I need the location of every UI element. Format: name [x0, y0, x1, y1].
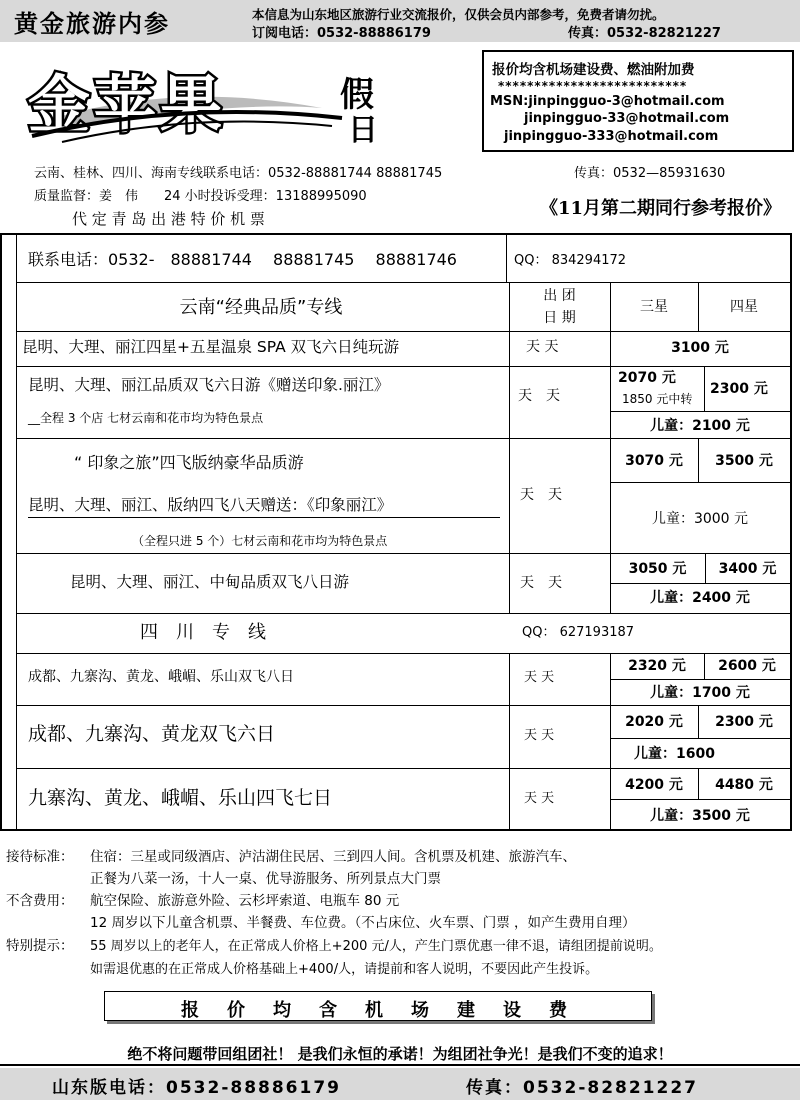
tip-line-2: 如需退优惠的在正常成人价格基础上+400/人，请提前和客人说明，不要因此产生投诉。 — [90, 962, 599, 977]
msn-email-3[interactable]: jinpingguo-333@hotmail.com — [504, 129, 719, 144]
route-4-price-4star: 3400 元 — [718, 561, 777, 577]
sichuan-route-3-date: 天 天 — [524, 791, 555, 806]
sichuan-route-3-price-3star: 4200 元 — [625, 777, 683, 793]
route-4-child-price: 儿童：2400 元 — [650, 590, 750, 606]
route-3-price-3star: 3070 元 — [625, 453, 683, 469]
sichuan-route-2-price-4star: 2300 元 — [715, 714, 773, 730]
col-three-star: 三星 — [640, 299, 668, 315]
col-date-1: 出 团 — [543, 288, 576, 304]
qq-yunnan: QQ： 834294172 — [514, 253, 627, 268]
sichuan-route-3-price-4star: 4480 元 — [715, 777, 773, 793]
sichuan-route-1-date: 天 天 — [524, 670, 555, 685]
ticket-service: 代 定 青 岛 出 港 特 价 机 票 — [72, 210, 265, 228]
col-date-2: 日 期 — [543, 310, 576, 326]
sichuan-route-3-name: 九寨沟、黄龙、峨嵋、乐山四飞七日 — [28, 787, 333, 809]
yunnan-section-title: 云南“经典品质”专线 — [179, 297, 343, 318]
fee-banner-text: 报价均含机场建设费 — [181, 1000, 595, 1021]
route-3-name: 昆明、大理、丽江、版纳四飞八天赠送：《印象丽江》 — [28, 496, 393, 514]
tip-label: 特别提示： — [6, 938, 74, 954]
qq-sichuan: QQ： 627193187 — [522, 625, 635, 640]
svg-text:日: 日 — [348, 113, 378, 148]
hotline: 云南、桂林、四川、海南专线联系电话：0532-88881744 88881745 — [34, 166, 443, 181]
sichuan-route-2-name: 成都、九寨沟、黄龙双飞六日 — [28, 723, 276, 745]
route-2-price-3star: 2070 元 — [618, 370, 676, 386]
route-3-date: 天 天 — [520, 487, 562, 503]
email-contact-box — [482, 50, 794, 152]
excluded-label: 不含费用： — [6, 893, 74, 909]
subscribe-phone: 订阅电话：0532-88886179 — [252, 26, 431, 41]
sichuan-route-1-price-3star: 2320 元 — [628, 658, 686, 674]
star-divider: ************************** — [498, 79, 688, 93]
col-four-star: 四星 — [730, 299, 758, 315]
sichuan-section-title: 四 川 专 线 — [140, 622, 266, 643]
route-2-note: __全程 3 个店 七材云南和花市均为特色景点 — [28, 411, 264, 425]
price-table — [0, 233, 792, 831]
route-4-price-3star: 3050 元 — [628, 561, 687, 577]
sichuan-route-2-child-price: 儿童：1600 — [634, 746, 715, 762]
route-2-price-3star-transfer: 1850 元中转 — [622, 392, 693, 406]
route-2-name: 昆明、大理、丽江品质双飞六日游《赠送印象.丽江》 — [28, 376, 390, 394]
slogan: 绝不将问题带回组团社！ 是我们永恒的承诺！为组团社争光！是我们不变的追求！ — [127, 1045, 673, 1063]
issue-title: 《11月第二期同行参考报价》 — [540, 198, 782, 219]
contact-phones: 联系电话：0532- 88881744 88881745 88881746 — [28, 250, 457, 269]
sichuan-route-1-name: 成都、九寨沟、黄龙、峨嵋、乐山双飞八日 — [28, 669, 294, 685]
footer-rule — [0, 1064, 800, 1066]
excluded-line-1: 航空保险、旅游意外险、云杉坪索道、电瓶车 80 元 — [90, 893, 400, 909]
jinpingguo-logo — [22, 60, 392, 150]
route-1-name: 昆明、大理、丽江四星+五星温泉 SPA 双飞六日纯玩游 — [22, 338, 400, 356]
standard-line-2: 正餐为八菜一汤，十人一桌、优导游服务、所列景点大门票 — [90, 871, 441, 887]
msn-email-2[interactable]: jinpingguo-33@hotmail.com — [524, 111, 730, 126]
excluded-line-2: 12 周岁以下儿童含机票、半餐费、车位费。（不占床位、火车票、门票 ，如产生费用自理） — [90, 915, 636, 931]
route-1-price: 3100 元 — [671, 340, 729, 356]
footer-phone: 山东版电话：0532-88886179 — [52, 1078, 341, 1098]
route-1-date: 天 天 — [526, 339, 559, 355]
route-3-child-price: 儿童：3000 元 — [651, 511, 749, 527]
header-fax: 传真：0532-82821227 — [568, 26, 721, 41]
header-subline — [252, 22, 721, 41]
route-2-price-4star: 2300 元 — [710, 381, 768, 397]
sichuan-route-1-child-price: 儿童：1700 元 — [650, 685, 750, 701]
hotline-fax: 传真：0532—85931630 — [574, 166, 726, 181]
svg-text:假: 假 — [340, 75, 374, 115]
footer-fax: 传真：0532-82821227 — [466, 1078, 698, 1098]
fee-note: 报价均含机场建设费、燃油附加费 — [492, 62, 695, 78]
route-4-name: 昆明、大理、丽江、中甸品质双飞八日游 — [70, 573, 350, 591]
sichuan-route-2-date: 天 天 — [524, 728, 555, 743]
sichuan-route-3-child-price: 儿童：3500 元 — [650, 808, 750, 824]
logo-main-text: 金苹果 — [28, 68, 227, 141]
route-3-title: “ 印象之旅”四飞版纳豪华品质游 — [74, 453, 304, 472]
header-notice: 本信息为山东地区旅游行业交流报价，仅供会员内部参考，免费者请勿扰。 — [252, 7, 665, 22]
tip-line-1: 55 周岁以上的老年人，在正常成人价格上+200 元/人，产生门票优惠一律不退，请组团提前说明。 — [90, 939, 662, 954]
route-3-note: （全程只进 5 个）七材云南和花市均为特色景点 — [132, 534, 388, 548]
brand-title: 黄金旅游内参 — [14, 10, 170, 38]
route-2-child-price: 儿童：2100 元 — [650, 418, 750, 434]
standard-line-1: 住宿：三星或同级酒店、泸沽湖住民居、三到四人间。含机票及机建、旅游汽车、 — [90, 849, 576, 865]
route-2-date: 天 天 — [518, 388, 560, 404]
supervisor-line: 质量监督：姜 伟 24 小时投诉受理：13188995090 — [34, 189, 367, 204]
standard-label: 接待标准： — [6, 849, 74, 865]
fee-banner — [104, 991, 652, 1021]
route-3-price-4star: 3500 元 — [715, 453, 773, 469]
sichuan-route-1-price-4star: 2600 元 — [718, 658, 776, 674]
route-4-date: 天 天 — [520, 575, 562, 591]
sichuan-route-2-price-3star: 2020 元 — [625, 714, 683, 730]
msn-email-1[interactable]: MSN:jinpingguo-3@hotmail.com — [490, 94, 725, 109]
